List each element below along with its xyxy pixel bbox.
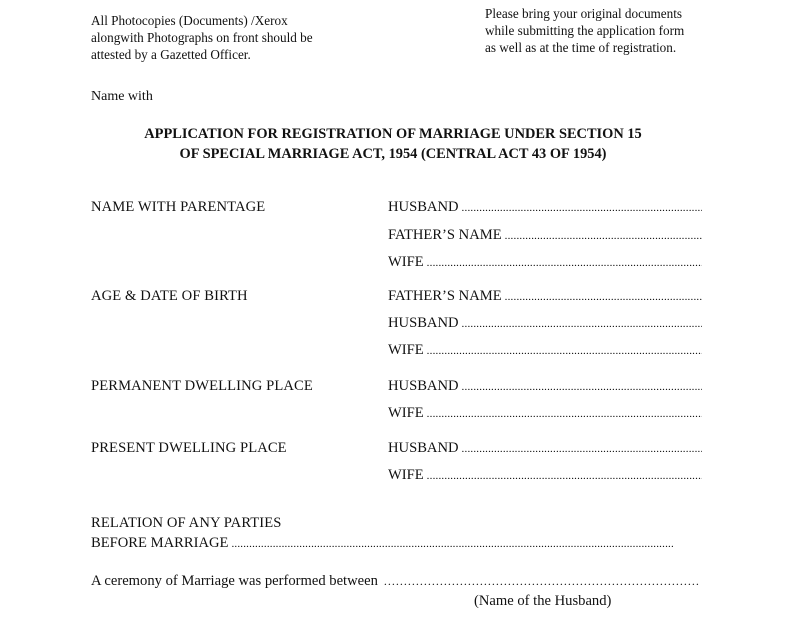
section-label-age: AGE & DATE OF BIRTH [91,288,248,304]
ceremony-husband-name-field[interactable] [91,573,699,590]
original-documents-note-line: Please bring your original documents [485,6,683,21]
fill-in-dots [427,408,702,420]
permanent-wife-field[interactable] [388,405,702,422]
ceremony-text: A ceremony of Marriage was performed between [91,573,378,589]
fill-in-dots [462,443,702,455]
field-label: HUSBAND [388,199,459,215]
field-label: HUSBAND [388,378,459,394]
field-label: WIFE [388,467,424,483]
fill-in-dots [462,381,702,393]
field-label: WIFE [388,254,424,270]
field-label: BEFORE MARRIAGE [91,535,229,551]
attestation-note-line: All Photocopies (Documents) /Xerox [91,13,288,28]
field-label: WIFE [388,405,424,421]
section-label-parentage: NAME WITH PARENTAGE [91,199,266,215]
field-label: HUSBAND [388,440,459,456]
form-title [0,124,786,164]
section-label-present: PRESENT DWELLING PLACE [91,440,287,456]
field-label: HUSBAND [388,315,459,331]
name-with-text: Name with [91,89,153,104]
form-title-line-1: APPLICATION FOR REGISTRATION OF MARRIAGE UNDER SECTION 15 [144,126,642,142]
age-husband-field[interactable] [388,315,702,332]
husband-name-caption: (Name of the Husband) [474,593,612,609]
age-wife-field[interactable] [388,342,702,359]
attestation-note [91,12,313,63]
age-father-name-field[interactable] [388,288,702,305]
original-documents-note-line: while submitting the application form [485,23,685,38]
attestation-note-line: attested by a Gazetted Officer. [91,47,251,62]
fill-in-dots [462,318,702,330]
field-label: WIFE [388,342,424,358]
original-documents-note-line: as well as at the time of registration. [485,40,677,55]
field-label: FATHER’S NAME [388,227,502,243]
form-title-line-2: OF SPECIAL MARRIAGE ACT, 1954 (CENTRAL ACT 43 OF 1954) [179,146,607,162]
relation-before-marriage-field[interactable] [91,535,673,552]
field-label: FATHER’S NAME [388,288,502,304]
fill-in-dots [427,257,702,269]
attestation-note-line: alongwith Photographs on front should be [91,30,313,45]
fill-in-dots [505,230,702,242]
permanent-husband-field[interactable] [388,378,702,395]
fill-in-dots [505,291,702,303]
parentage-wife-field[interactable] [388,254,702,271]
parentage-father-name-field[interactable] [388,227,702,244]
fill-in-dots [231,538,673,550]
present-wife-field[interactable] [388,467,702,484]
original-documents-note [485,5,684,56]
section-label-permanent: PERMANENT DWELLING PLACE [91,378,313,394]
relation-label-line-1: RELATION OF ANY PARTIES [91,515,282,531]
fill-in-dots [427,345,702,357]
fill-in-dots [384,574,699,589]
fill-in-dots [427,470,702,482]
present-husband-field[interactable] [388,440,702,457]
fill-in-dots [462,202,702,214]
parentage-husband-field[interactable] [388,199,702,216]
